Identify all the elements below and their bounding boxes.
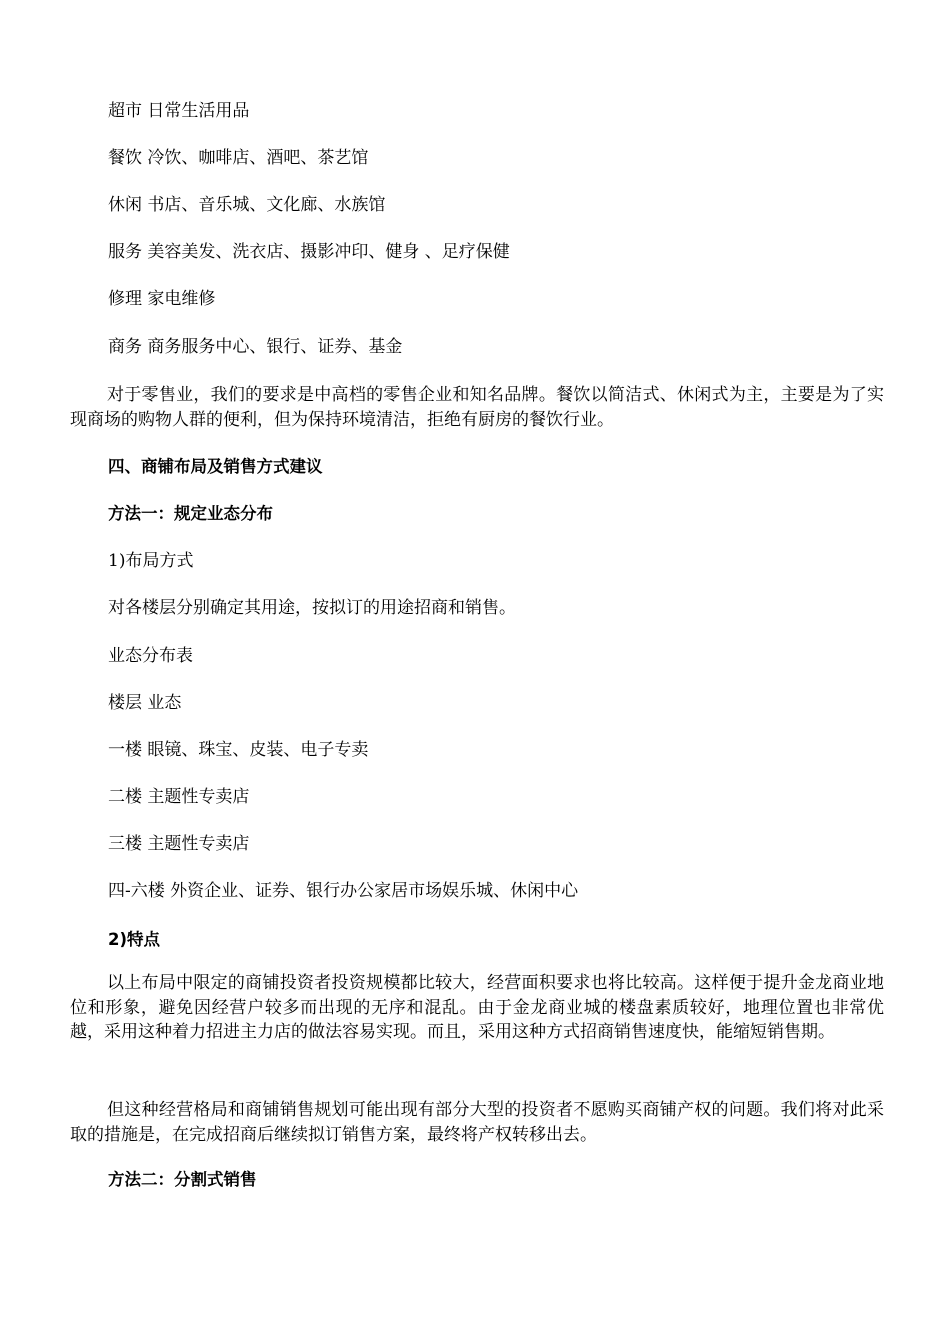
floor-row-3: 三楼 主题性专卖店 [108, 834, 250, 854]
features-paragraph: 以上布局中限定的商铺投资者投资规模都比较大，经营面积要求也将比较高。这样便于提升金龙商业地位和形象，避免因经营户较多而出现的无序和混乱。由于金龙商业城的楼盘素质较好，地理位置也非常优越，采用这种着力招进主力店的做法容易实现。而且，采用这种方式招商销售速度快，能缩短销售期。 [70, 973, 884, 1042]
subheading-features: 2)特点 [108, 930, 161, 949]
category-line-repair: 修理 家电维修 [108, 289, 216, 309]
category-line-dining: 餐饮 冷饮、咖啡店、酒吧、茶艺馆 [108, 148, 369, 168]
retail-requirements-paragraph: 对于零售业，我们的要求是中高档的零售企业和知名品牌。餐饮以简洁式、休闲式为主，主要是为了实现商场的购物人群的便利，但为保持环境清洁，拒绝有厨房的餐饮行业。 [70, 385, 884, 430]
subheading-layout-method: 1)布局方式 [108, 551, 194, 571]
section-heading-layout-sales: 四、商铺布局及销售方式建议 [108, 457, 323, 476]
category-line-services: 服务 美容美发、洗衣店、摄影冲印、健身 、足疗保健 [108, 242, 510, 262]
floor-row-4-6: 四-六楼 外资企业、证券、银行办公家居市场娱乐城、休闲中心 [108, 881, 579, 901]
floor-row-1: 一楼 眼镜、珠宝、皮装、电子专卖 [108, 740, 369, 760]
floor-table-header: 楼层 业态 [108, 693, 182, 713]
category-line-business: 商务 商务服务中心、银行、证券、基金 [108, 337, 403, 357]
method-one-heading: 方法一：规定业态分布 [108, 504, 273, 523]
category-line-leisure: 休闲 书店、音乐城、文化廊、水族馆 [108, 195, 386, 215]
table-title: 业态分布表 [108, 646, 193, 666]
floor-row-2: 二楼 主题性专卖店 [108, 787, 250, 807]
issue-paragraph: 但这种经营格局和商铺销售规划可能出现有部分大型的投资者不愿购买商铺产权的问题。我们将对此采取的措施是，在完成招商后继续拟订销售方案，最终将产权转移出去。 [70, 1100, 884, 1145]
layout-method-text: 对各楼层分别确定其用途，按拟订的用途招商和销售。 [108, 598, 516, 618]
category-line-supermarket: 超市 日常生活用品 [108, 101, 250, 121]
method-two-heading: 方法二：分割式销售 [108, 1170, 257, 1189]
